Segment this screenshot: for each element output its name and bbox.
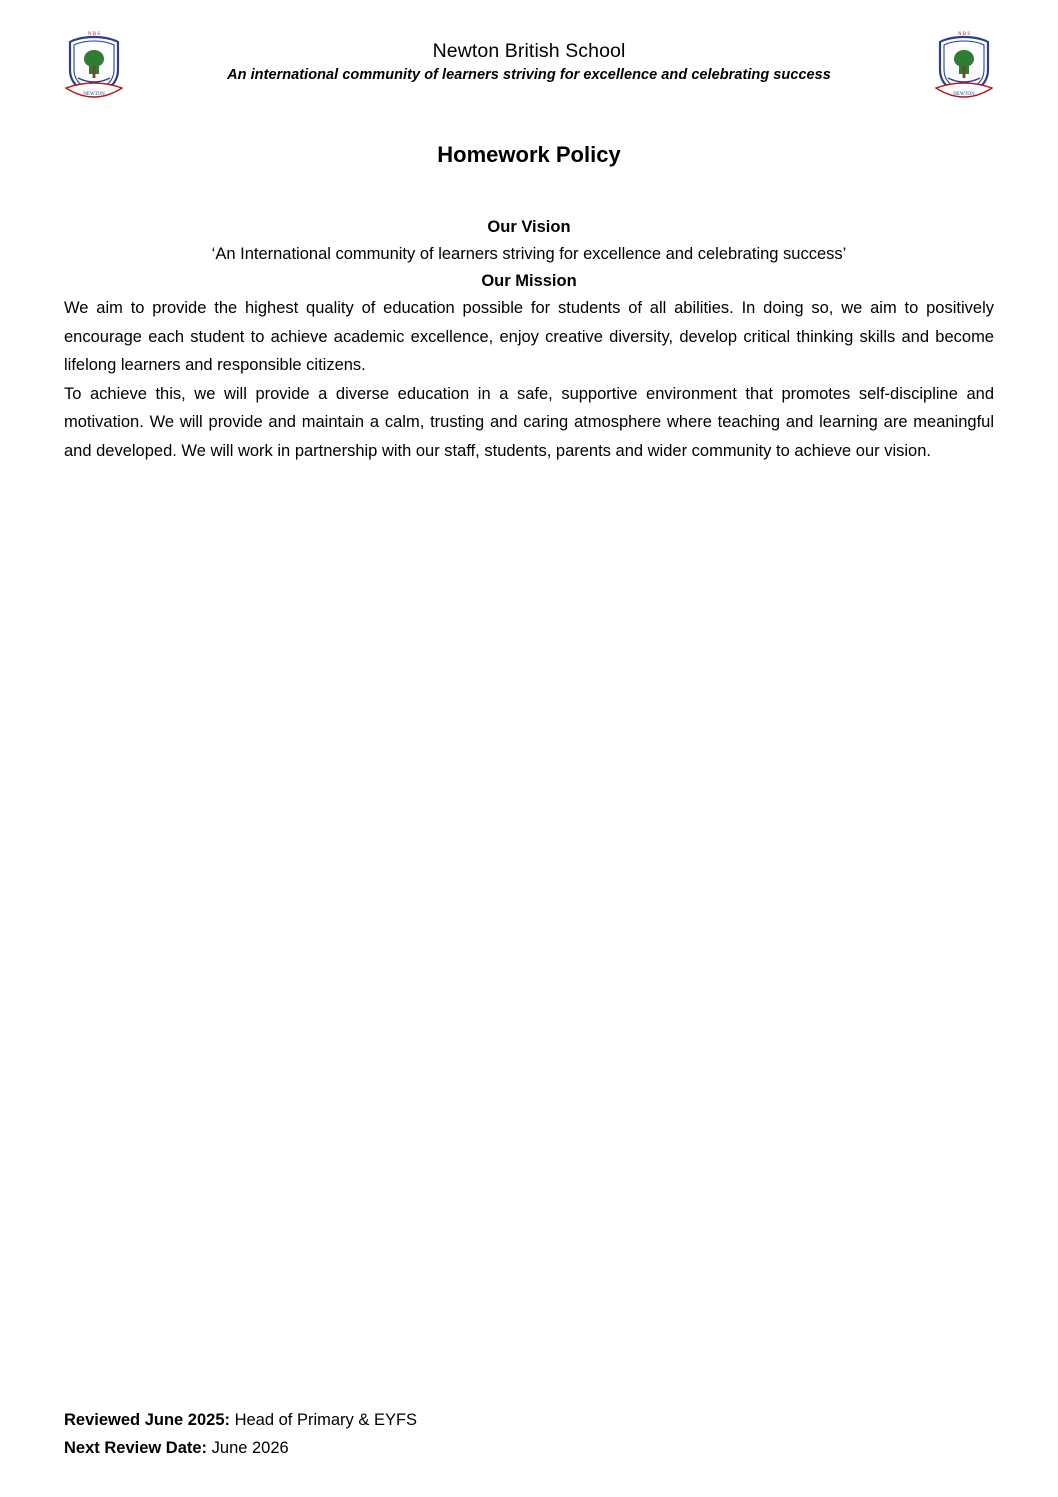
- reviewed-label: Reviewed June 2025:: [64, 1411, 230, 1429]
- mission-paragraph-1: We aim to provide the highest quality of education possible for students of all abilities. In doing so, we aim to positively encourage each student to achieve academic excellence, enjoy creative diversity, develop critical thinking skills and become lifelong learners and responsible citizens.: [64, 299, 994, 374]
- next-review-label: Next Review Date:: [64, 1439, 208, 1457]
- page-title: Homework Policy: [437, 142, 621, 167]
- school-tagline: An international community of learners striving for excellence and celebrating success: [227, 67, 831, 83]
- svg-text:N B S: N B S: [957, 32, 971, 37]
- reviewed-line: [64, 1406, 417, 1434]
- school-crest-right: [928, 26, 1000, 104]
- document-body: [64, 140, 994, 465]
- next-review-value: June 2026: [207, 1439, 289, 1457]
- next-review-line: [64, 1434, 417, 1462]
- mission-heading: Our Mission: [481, 272, 577, 290]
- svg-text:NEWTON: NEWTON: [953, 92, 975, 97]
- mission-paragraph-2: To achieve this, we will provide a diverse education in a safe, supportive environment that promotes self-discipline and motivation. We will provide and maintain a calm, trusting and caring atmosphere where teaching and learning are meaningful and developed. We will work in partnership with our staff, students, parents and wider community to achieve our vision.: [64, 384, 994, 460]
- page-header: [0, 26, 1058, 106]
- school-name: Newton British School: [432, 40, 626, 62]
- svg-text:NEWTON: NEWTON: [83, 92, 105, 97]
- vision-heading: Our Vision: [487, 218, 571, 236]
- reviewed-value: Head of Primary & EYFS: [230, 1411, 418, 1429]
- page-footer: [64, 1406, 417, 1462]
- vision-statement: ‘An International community of learners striving for excellence and celebrating success’: [211, 245, 847, 263]
- header-text-block: [0, 38, 1058, 86]
- svg-text:N B S: N B S: [87, 32, 101, 37]
